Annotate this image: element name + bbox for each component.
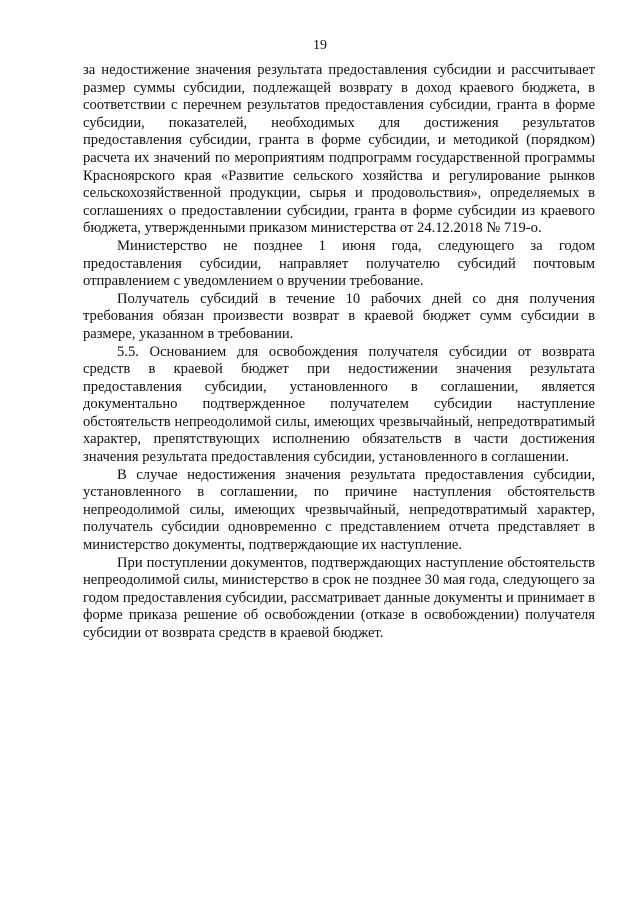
paragraph-5-5-force-majeure-basis: 5.5. Основанием для освобождения получателя субсидии от возврата средств в краевой бюджет при недостижении значения результата предоставления субсидии, установленного в соглашении, является документально подтвержденное получателем субсидии наступление обстоятельств непреодолимой силы, имеющих чрезвычайный, непредотвратимый характер, препятствующих исполнению обязательств в части достижения значения результата предоставления субсидии, установленного в соглашении. (83, 343, 595, 466)
paragraph-refund-deadline: Получатель субсидий в течение 10 рабочих дней со дня получения требования обязан произвести возврат в краевой бюджет сумм субсидии в размере, указанном в требовании. (83, 290, 595, 342)
paragraph-ministry-demand: Министерство не позднее 1 июня года, следующего за годом предоставления субсидии, направляет получателю субсидий почтовым отправлением с уведомлением о вручении требование. (83, 237, 595, 290)
paragraph-result-refund-calculation: за недостижение значения результата предоставления субсидии и рассчитывает размер суммы субсидии, подлежащей возврату в доход краевого бюджета, в соответствии с перечнем результатов предоставления субсидии, гранта в форме субсидии, показателей, необходимых для достижения результатов предоставления субсидии, гранта в форме субсидии, и методикой (порядком) расчета их значений по мероприятиям подпрограмм государственной программы Красноярского края «Развитие сельского хозяйства и регулирование рынков сельскохозяйственной продукции, сырья и продовольствия», определяемых в соглашениях о предоставлении субсидии, гранта в форме субсидии из краевого бюджета, утвержденными приказом министерства от 24.12.2018 № 719-о. (83, 62, 595, 237)
paragraph-force-majeure-documents: В случае недостижения значения результата предоставления субсидии, установленного в соглашении, по причине наступления обстоятельств непреодолимой силы, имеющих чрезвычайный, непредотвратимый характер, получатель субсидии одновременно с представлением отчета представляет в министерство документы, подтверждающие их наступление. (83, 466, 595, 554)
page-number: 19 (313, 38, 327, 53)
paragraph-ministry-decision: При поступлении документов, подтверждающих наступление обстоятельств непреодолимой силы, министерство в срок не позднее 30 мая года, следующего за годом предоставления субсидии, рассматривает данные документы и принимает в форме приказа решение об освобождении (отказе в освобождении) получателя субсидии от возврата средств в краевой бюджет. (83, 554, 595, 641)
document-body (83, 62, 595, 643)
